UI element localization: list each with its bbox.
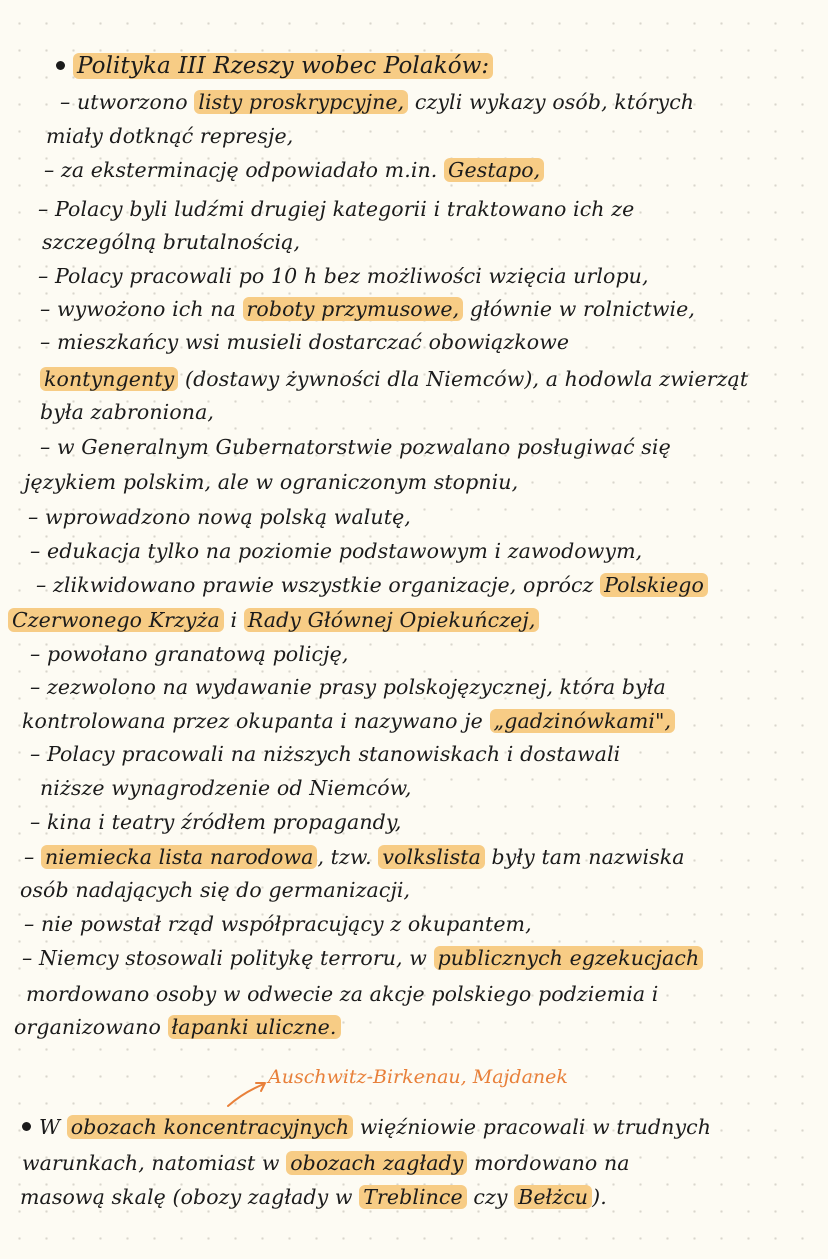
text-line-30: warunkach, natomiast w obozach zagłady mordowano na <box>22 1151 630 1175</box>
text-line-11: – w Generalnym Gubernatorstwie pozwalano posługiwać się <box>40 435 671 459</box>
text-line-15: – zlikwidowano prawie wszystkie organizacje, oprócz Polskiego <box>36 571 708 599</box>
title-highlight: Polityka III Rzeszy wobec Polaków: <box>73 53 493 79</box>
text-line-14: – edukacja tylko na poziomie podstawowym i zawodowym, <box>30 539 643 563</box>
highlight-obozy-koncentracyjne: obozach koncentracyjnych <box>67 1115 353 1139</box>
camps-note: Auschwitz-Birkenau, Majdanek <box>268 1066 568 1088</box>
highlight-lapanki: łapanki uliczne. <box>168 1015 341 1039</box>
bullet-icon <box>22 1122 31 1131</box>
highlight-roboty-przymusowe: roboty przymusowe, <box>243 297 464 321</box>
text-line-25: – nie powstał rząd współpracujący z okupantem, <box>24 912 532 936</box>
text-line-26: – Niemcy stosowali politykę terroru, w publicznych egzekucjach <box>22 944 703 972</box>
highlight-volkslista: volkslista <box>378 845 485 869</box>
text-line-24: osób nadających się do germanizacji, <box>20 878 411 902</box>
highlight-niemiecka-lista: niemiecka lista narodowa <box>41 845 317 869</box>
text-line-22: – kina i teatry źródłem propagandy, <box>30 810 402 834</box>
text-line-1: – utworzono listy proskrypcyjne, czyli wykazy osób, których <box>60 90 695 114</box>
text-line-27: mordowano osoby w odwecie za akcje polskiego podziemia i <box>26 982 659 1006</box>
highlight-kontyngenty: kontyngenty <box>40 367 178 391</box>
highlight-polskiego: Polskiego <box>600 573 708 597</box>
text-line-13: – wprowadzono nową polską walutę, <box>28 505 411 529</box>
text-line-12: językiem polskim, ale w ograniczonym stopniu, <box>24 470 519 494</box>
text-line-9: kontyngenty (dostawy żywności dla Niemców), a hodowla zwierząt <box>40 365 748 393</box>
highlight-listy-proskrypcyjne: listy proskrypcyjne, <box>194 90 408 114</box>
text-line-3: – za eksterminację odpowiadało m.in. Gestapo, <box>44 156 544 184</box>
text-line-8: – mieszkańcy wsi musieli dostarczać obowiązkowe <box>40 330 570 354</box>
text-line-6: – Polacy pracowali po 10 h bez możliwości wzięcia urlopu, <box>38 264 649 288</box>
highlight-belzec: Bełżcu <box>514 1185 592 1209</box>
highlight-obozy-zaglady: obozach zagłady <box>286 1151 467 1175</box>
bullet-icon <box>56 61 65 70</box>
highlight-treblinka: Treblince <box>359 1185 467 1209</box>
highlight-rady-glownej: Rady Głównej Opiekuńczej, <box>244 608 540 632</box>
text-line-7: – wywożono ich na roboty przymusowe, głównie w rolnictwie, <box>40 297 696 321</box>
text-line-19: kontrolowana przez okupanta i nazywano je „gadzinówkami", <box>22 707 675 735</box>
text-line-29: W obozach koncentracyjnych więźniowie pracowali w trudnych <box>22 1113 711 1141</box>
text-line-16: Czerwonego Krzyża i Rady Głównej Opiekuńczej, <box>8 606 539 634</box>
highlight-publiczne-egzekucje: publicznych egzekucjach <box>434 946 704 970</box>
text-line-5: szczególną brutalnością, <box>42 230 301 254</box>
text-line-10: była zabroniona, <box>40 400 215 424</box>
text-line-17: – powołano granatową policję, <box>30 642 349 666</box>
text-line-4: – Polacy byli ludźmi drugiej kategorii i traktowano ich ze <box>38 197 635 221</box>
text-line-21: niższe wynagrodzenie od Niemców, <box>40 776 412 800</box>
text-line-18: – zezwolono na wydawanie prasy polskojęzycznej, która była <box>30 675 666 699</box>
section-title <box>56 52 493 80</box>
text-line-28: organizowano łapanki uliczne. <box>14 1013 341 1041</box>
text-line-31: masową skalę (obozy zagłady w Treblince czy Bełżcu ). <box>20 1185 607 1209</box>
text-line-23: – niemiecka lista narodowa , tzw. volkslista były tam nazwiska <box>24 845 685 869</box>
highlight-gestapo: Gestapo, <box>444 158 544 182</box>
text-line-2: miały dotknąć represje, <box>46 124 294 148</box>
text-line-20: – Polacy pracowali na niższych stanowiskach i dostawali <box>30 742 621 766</box>
highlight-gadzinowki: „gadzinówkami", <box>490 709 676 733</box>
arrow-icon <box>226 1080 270 1110</box>
highlight-czerwonego-krzyza: Czerwonego Krzyża <box>8 608 224 632</box>
